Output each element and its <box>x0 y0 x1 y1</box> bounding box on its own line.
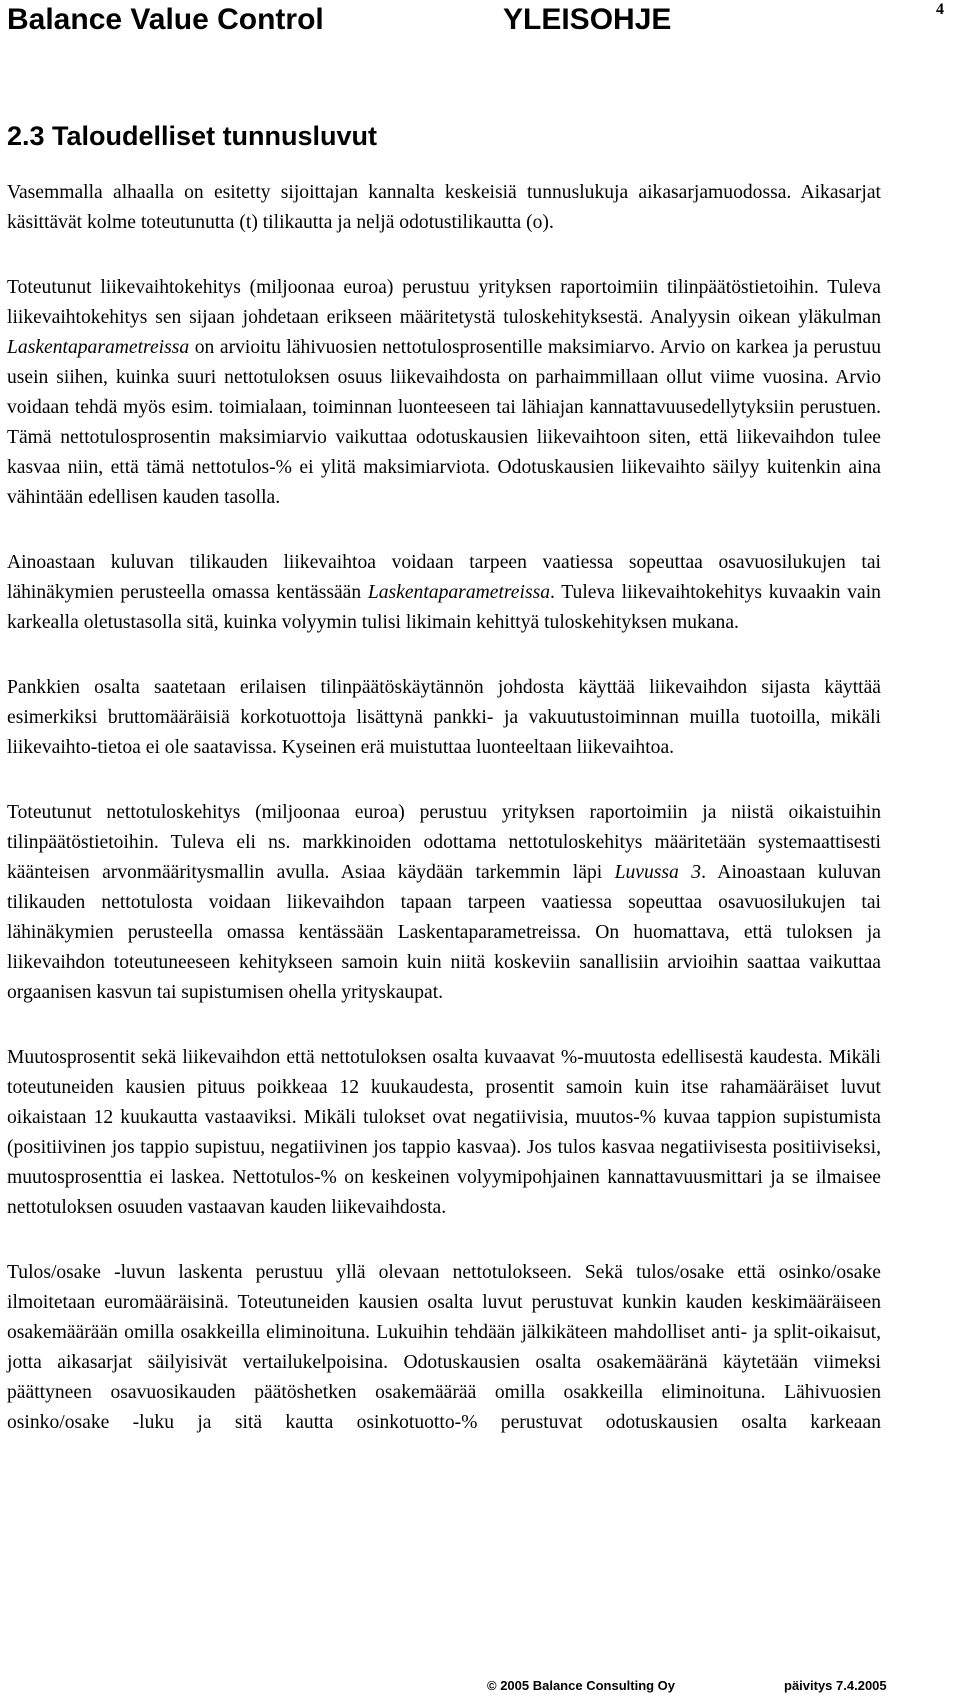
paragraph-net-income-text-a: Toteutunut nettotuloskehitys (miljoonaa euroa) perustuu yrityksen raportoimiin ja niistä oikaistuihin tilinpäätöstietoihin. Tuleva eli ns. markkinoiden odottama nettotuloskehitys määritetään systemaattisesti käänteisen arvonmääritysmallin avulla. Asiaa käydään tarkemmin läpi <box>7 802 881 883</box>
document-title: Balance Value Control <box>7 3 324 36</box>
parameters-reference: Laskentaparametreissa <box>367 582 550 603</box>
page-footer <box>0 1676 960 1696</box>
paragraph-banks: Pankkien osalta saatetaan erilaisen tilinpäätöskäytännön johdosta käyttää liikevaihdon sijasta käyttää esimerkiksi bruttomääräisiä korkotuottoja lisättynä pankki- ja vakuutustoiminnan muilla tuotoilla, mikäli liikevaihto-tietoa ei ole saatavissa. Kyseinen erä muistuttaa luonteeltaan liikevaihtoa. <box>7 677 881 758</box>
paragraph-net-income-text-b: . Ainoastaan kuluvan tilikauden nettotulosta voidaan liikevaihdon tapaan tarpeen vaatiessa sopeuttaa osavuosilukujen tai lähinäkymien perusteella omassa kentässään Laskentaparametreissa. On huomattava, että tuloksen ja liikevaihdon toteutuneeseen kehitykseen samoin kuin niitä koskeviin sanallisiin arvioihin saattaa vaikuttaa orgaanisen kasvun tai supistumisen ohella yrityskaupat. <box>7 862 881 1003</box>
body-text <box>7 178 881 1438</box>
paragraph-current-period <box>7 548 881 638</box>
paragraph-net-income <box>7 798 881 1008</box>
section-label: YLEISOHJE <box>503 3 672 36</box>
paragraph-change-percent: Muutosprosentit sekä liikevaihdon että nettotuloksen osalta kuvaavat %-muutosta edellisestä kaudesta. Mikäli toteutuneiden kausien pituus poikkeaa 12 kuukaudesta, prosentit samoin kuin itse rahamääräiset luvut oikaistaan 12 kuukautta vastaaviksi. Mikäli tulokset ovat negatiivisia, muutos-% kuvaa tappion supistumista (positiivinen jos tappio supistuu, negatiivinen jos tappio kasvaa). Jos tulos kasvaa negatiivisesta positiiviseksi, muutosprosenttia ei laskea. Nettotulos-% on keskeinen volyymipohjainen kannattavuusmittari ja se ilmaisee nettotuloksen osuuden vastaavan kauden liikevaihdosta. <box>7 1047 881 1218</box>
page-header <box>7 0 960 40</box>
paragraph-intro: Vasemmalla alhaalla on esitetty sijoittajan kannalta keskeisiä tunnuslukuja aikasarjamuodossa. Aikasarjat käsittävät kolme toteutunutta (t) tilikautta ja neljä odotustilikautta (o). <box>7 182 881 233</box>
paragraph-eps: Tulos/osake -luvun laskenta perustuu yllä olevaan nettotulokseen. Sekä tulos/osake että osinko/osake ilmoitetaan euromääräisinä. Toteutuneiden kausien osalta luvut perustuvat kunkin kauden keskimääräiseen osakemäärään omilla osakkeilla eliminoituna. Lukuihin tehdään jälkikäteen mahdolliset anti- ja split-oikaisut, jotta aikasarjat säilyisivät vertailukelpoisina. Odotuskausien osalta osakemääränä käytetään viimeksi päättyneen osavuosikauden päätöshetken osakemäärää omilla osakkeilla eliminoituna. Lähivuosien osinko/osake -luku ja sitä kautta osinkotuotto-% perustuvat odotuskausien osalta karkeaan <box>7 1262 881 1433</box>
section-heading: 2.3 Taloudelliset tunnusluvut <box>7 121 378 151</box>
update-date: päivitys 7.4.2005 <box>784 1678 887 1693</box>
copyright-notice: © 2005 Balance Consulting Oy <box>487 1678 676 1693</box>
paragraph-revenue <box>7 273 881 513</box>
paragraph-revenue-text-a: Toteutunut liikevaihtokehitys (miljoonaa euroa) perustuu yrityksen raportoimiin tilinpäätöstietoihin. Tuleva liikevaihtokehitys sen sijaan johdetaan erikseen määritetystä tuloskehityksestä. Analyysin oikean yläkulman <box>7 277 881 328</box>
page-number: 4 <box>936 1 944 18</box>
paragraph-revenue-text-b: on arvioitu lähivuosien nettotulosprosentille maksimiarvo. Arvio on karkea ja perustuu usein siihen, kuinka suuri nettotuloksen osuus liikevaihdosta on parhaimmillaan ollut viime vuosina. Arvio voidaan tehdä myös esim. toimialaan, toiminnan luonteeseen tai lähiajan kannattavuusedellytyksiin perustuen. Tämä nettotulosprosentin maksimiarvio vaikuttaa odotuskausien liikevaihtoon siten, että liikevaihdon tulee kasvaa niin, että tämä nettotulos-% ei ylitä maksimiarviota. Odotuskausien liikevaihto säilyy kuitenkin aina vähintään edellisen kauden tasolla. <box>7 337 881 508</box>
parameters-reference: Laskentaparametreissa <box>7 337 190 358</box>
chapter-reference: Luvussa 3 <box>614 862 702 883</box>
paragraph-current-period-text-b: . Tuleva liikevaihtokehitys kuvaakin vain karkealla oletustasolla sitä, kuinka volyymin tulisi likimain kehittyä tuloskehityksen mukana. <box>7 582 881 633</box>
paragraph-current-period-text-a: Ainoastaan kuluvan tilikauden liikevaihtoa voidaan tarpeen vaatiessa sopeuttaa osavuosilukujen tai lähinäkymien perusteella omassa kentässään <box>7 552 881 603</box>
